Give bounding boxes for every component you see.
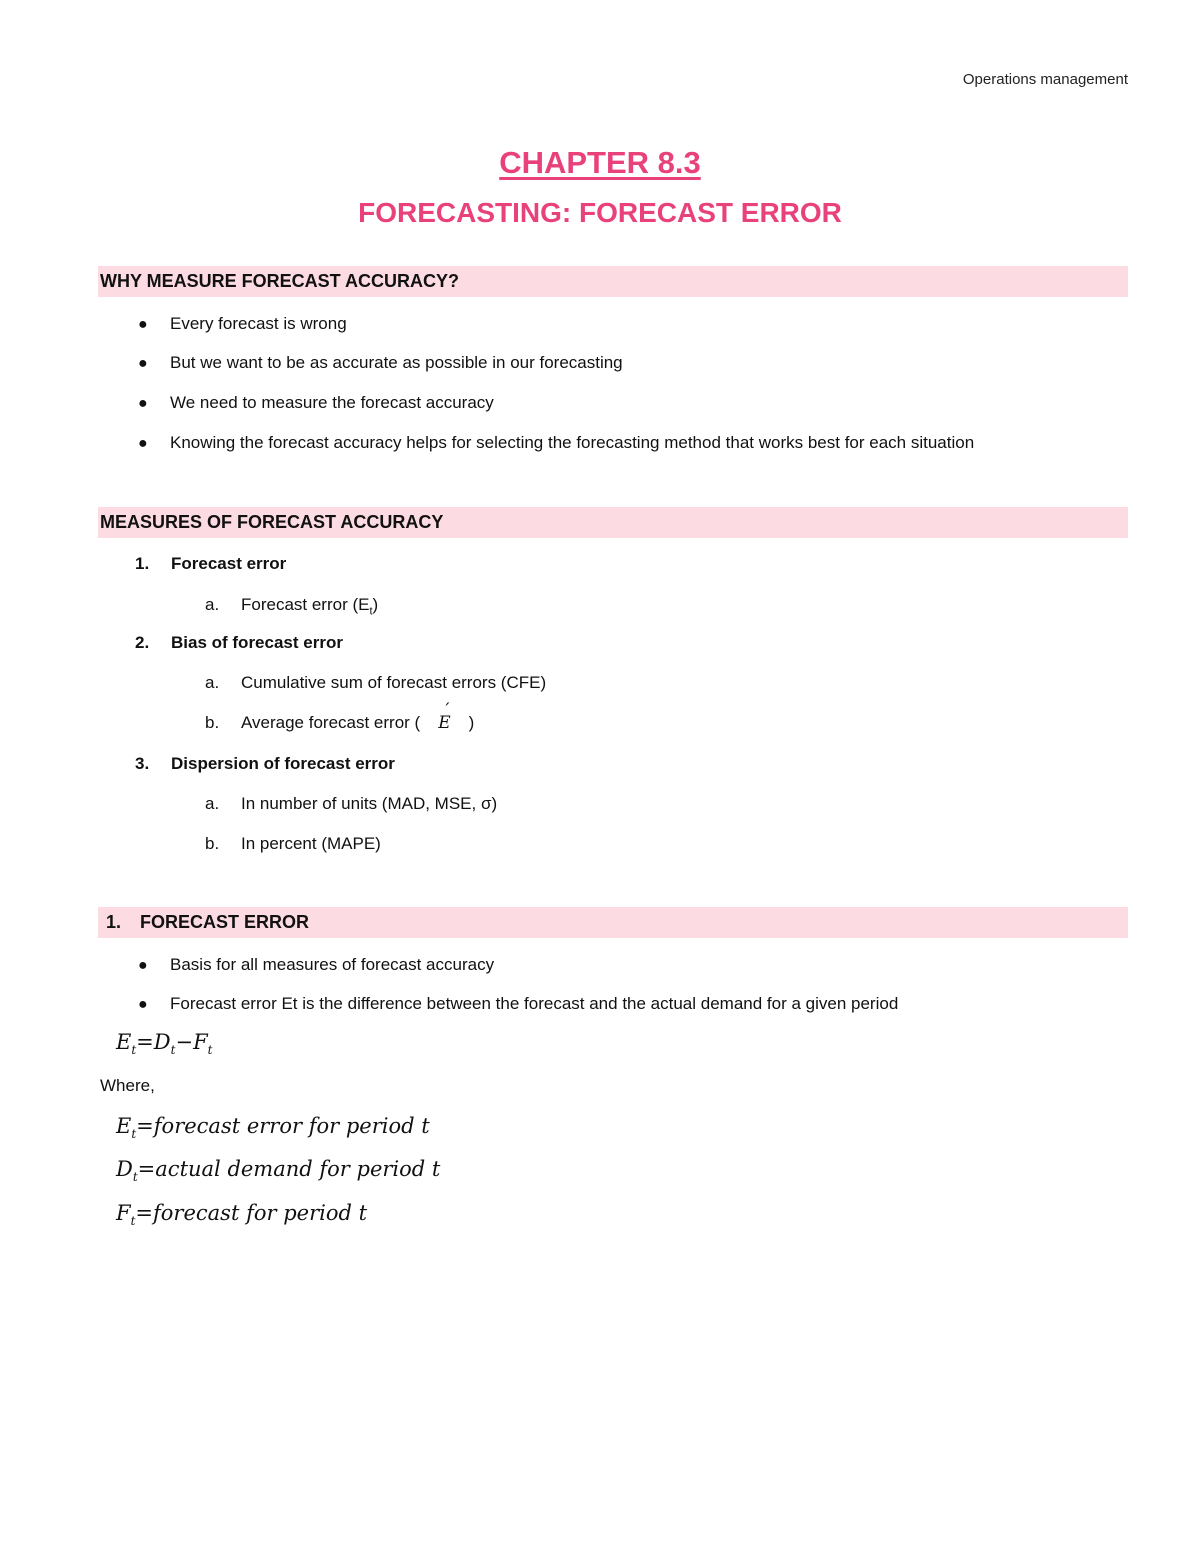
- section-heading-forecast-error: 1. FORECAST ERROR: [98, 907, 1128, 938]
- definition-demand: $D_t=actual$ demand for period t: [116, 1157, 441, 1185]
- average-error-symbol: ´ E: [438, 713, 450, 733]
- sub-item: b. In percent (MAPE): [205, 834, 381, 853]
- chapter-subtitle: FORECASTING: FORECAST ERROR: [358, 197, 842, 228]
- sub-item: a. Forecast error $(E_t)$: [205, 595, 379, 618]
- numbered-item-bias: 2. Bias of forecast error: [135, 633, 343, 652]
- list-item: ● But we want to be as accurate as possible in our forecasting: [138, 353, 623, 372]
- list-item: ● Basis for all measures of forecast accuracy: [138, 955, 495, 974]
- chapter-title: CHAPTER 8.3: [499, 145, 701, 180]
- list-item: ● Every forecast is wrong: [138, 314, 347, 333]
- section-heading-measures: MEASURES OF FORECAST ACCURACY: [98, 507, 1128, 538]
- document-header-label: Operations management: [962, 71, 1128, 88]
- bullet-icon: ●: [138, 395, 148, 412]
- sub-item: a. Cumulative sum of forecast errors (CFE): [205, 673, 547, 692]
- list-item: ● We need to measure the forecast accuracy: [138, 393, 494, 412]
- list-item: ● Knowing the forecast accuracy helps for selecting the forecasting method that works best for each situation: [138, 433, 975, 452]
- numbered-item-dispersion: 3. Dispersion of forecast error: [135, 754, 395, 773]
- list-item: ● Forecast error Et is the difference between the forecast and the actual demand for a given period: [138, 994, 899, 1013]
- sub-item: a. In number of units (MAD, MSE, σ): [205, 794, 498, 813]
- sub-item: b. Average forecast error (´ E ): [205, 713, 474, 733]
- section-heading-why-measure: WHY MEASURE FORECAST ACCURACY?: [98, 266, 1128, 297]
- numbered-item-forecast-error: 1. Forecast error: [135, 554, 287, 573]
- bullet-icon: ●: [138, 316, 148, 333]
- bullet-icon: ●: [138, 957, 148, 974]
- bullet-icon: ●: [138, 355, 148, 372]
- definition-forecast: $F_t=forecast$ for period t: [116, 1201, 368, 1229]
- bullet-icon: ●: [138, 996, 148, 1013]
- bullet-icon: ●: [138, 435, 148, 452]
- where-label: Where,: [100, 1076, 155, 1095]
- forecast-error-formula: $E_t=D_t-F_t$: [116, 1030, 213, 1058]
- definition-error: $E_t=forecast$ error for period t: [116, 1114, 430, 1142]
